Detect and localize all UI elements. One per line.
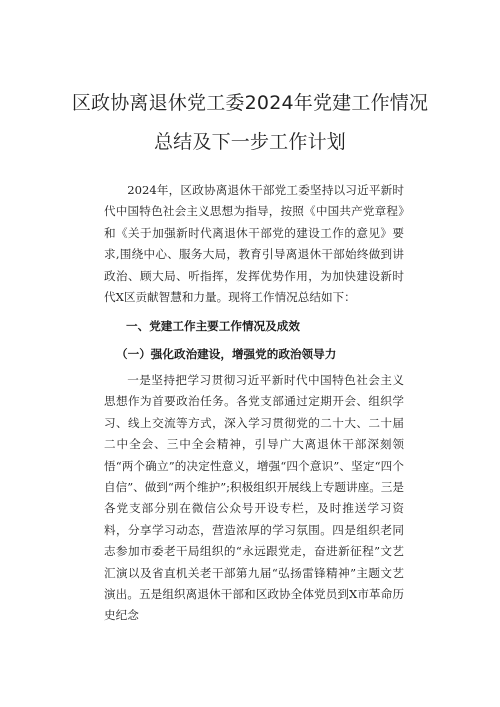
document-title-line-2: 总结及下一步工作计划 xyxy=(153,131,346,153)
subsection-heading-1: （一）强化政治建设，增强党的政治领导力 xyxy=(116,347,337,361)
intro-paragraph: 2024年，区政协离退休干部党工委坚持以习近平新时代中国特色社会主义思想为指导，按照《中国共产党章程》和《关于加强新时代离退休干部党的建设工作的意见》要求,围绕中心、服务大局，教育引导离退休干部始终做到讲政治、顾大局、听指挥，发挥优势作用，为加快建设新时代X区贡献智慧和力量。现将工作情况总结如下： xyxy=(104,183,404,305)
section-heading-1: 一、党建工作主要工作情况及成效 xyxy=(126,319,300,333)
body-paragraph: 一是坚持把学习贯彻习近平新时代中国特色社会主义思想作为首要政治任务。各党支部通过定期开会、组织学习、线上交流等方式，深入学习贯彻党的二十大、二十届二中全会、三中全会精神，引导广大离退休干部深刻领悟“两个确立”的决定性意义，增强“四个意识”、坚定“四个自信”、做到“两个维护”;积极组织开展线上专题讲座。三是各党支部分别在微信公众号开设专栏，及时推送学习资料，分享学习动态，营造浓厚的学习氛围。四是组织老同志参加市委老干局组织的“永远跟党走，奋进新征程”文艺汇演以及省直机关老干部第九届“弘扬雷锋精神”主题文艺演出。五是组织离退休干部和区政协全体党员到X市革命历史纪念 xyxy=(104,373,404,623)
document-title-line-1: 区政协离退休党工委2024年党建工作情况 xyxy=(71,92,429,114)
